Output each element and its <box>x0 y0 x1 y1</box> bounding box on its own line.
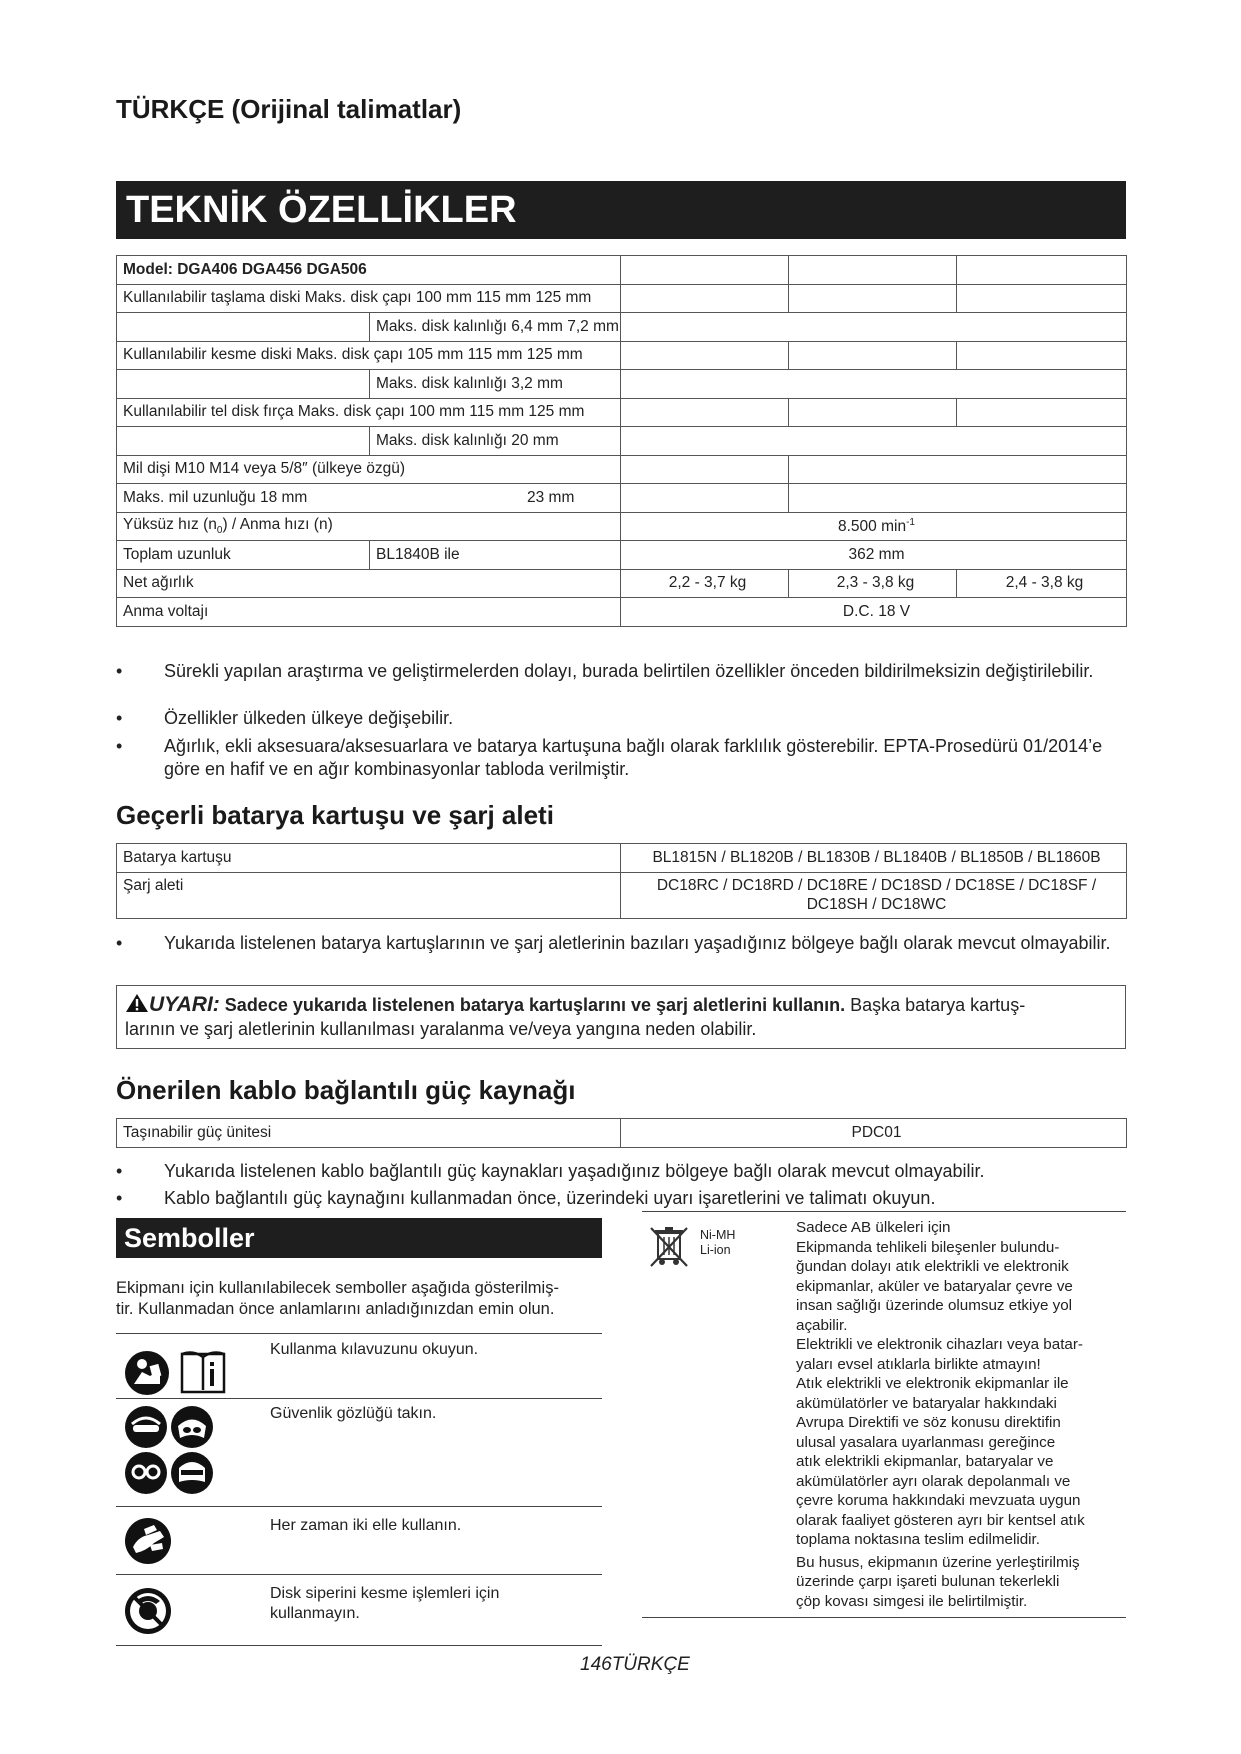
net-weight-label: Net ağırlık <box>117 569 621 598</box>
table-row <box>117 341 1127 370</box>
net-weight-dga456: 2,3 - 3,8 kg <box>789 569 957 598</box>
power-source-section-title: Önerilen kablo bağlantılı güç kaynağı <box>116 1075 576 1105</box>
no-cutting-guard-icon <box>124 1587 172 1635</box>
rated-voltage-value: D.C. 18 V <box>621 598 1127 627</box>
table-row <box>117 872 1127 918</box>
grinding-disc-diameter: Kullanılabilir taşlama diski Maks. disk çapı 100 mm 115 mm 125 mm <box>117 284 621 313</box>
specs-title: TEKNİK ÖZELLİKLER <box>116 181 1126 239</box>
charger-label: Şarj aleti <box>117 872 621 918</box>
overall-length-battery: BL1840B ile <box>370 541 621 570</box>
divider <box>642 1617 1126 1618</box>
table-row <box>117 484 1127 513</box>
language-title: TÜRKÇE (Orijinal talimatlar) <box>116 94 462 124</box>
no-load-speed-value: 8.500 $\min^{-1}$ <box>621 512 1127 541</box>
specs-table <box>116 255 1127 627</box>
spindle-length-value: 23 mm <box>527 489 575 506</box>
table-row <box>117 598 1127 627</box>
battery-cartridge-value: BL1815N / BL1820B / BL1830B / BL1840B / BL1850B / BL1860B <box>621 844 1127 873</box>
table-row <box>117 844 1127 873</box>
battery-section-title: Geçerli batarya kartuşu ve şarj aleti <box>116 800 554 830</box>
table-row <box>117 1119 1127 1148</box>
net-weight-dga506: 2,4 - 3,8 kg <box>957 569 1127 598</box>
spindle-length <box>117 484 621 513</box>
table-row <box>117 512 1127 541</box>
divider <box>116 1333 602 1334</box>
cutoff-disc-diameter: Kullanılabilir kesme diski Maks. disk çapı 105 mm 115 mm 125 mm <box>117 341 621 370</box>
battery-table <box>116 843 1127 919</box>
no-load-speed-label: Yüksüz hız $(n_0)$ / Anma hızı (n) <box>117 512 621 541</box>
divider <box>116 1506 602 1507</box>
spindle-thread: Mil dişi M10 M14 veya 5/8″ (ülkeye özgü) <box>117 455 621 484</box>
warning-bold-text: Sadece yukarıda listelenen batarya kartuşlarını ve şarj aletlerini kullanın. <box>224 995 846 1015</box>
table-row <box>117 569 1127 598</box>
weee-text: Sadece AB ülkeleri için Ekipmanda tehlikeli bileşenler bulundu- ğundan dolayı atık elektrikli ve elektronik ekipmanlar, aküler ve bataryalar çevre ve insan sağlığı üzerinde olumsuz etkiye yol açabilir. Elektrikli ve elektronik cihazları veya batar- yaları evsel atıklarla birlikte atmayın! Atık elektrikli ve elektronik ekipmanlar ile akümülatörler ve bataryalar hakkındaki Avrupa Direktifi ve söz konusu direktifin ulusal yasalara uyarlanması gereğince atık elektrikli ekipmanlar, bataryalar ve akümülatörler ayrı olarak depolanmalı ve çevre koruma hakkındaki mevzuata uygun olarak faaliyet gösteren ayrı bir kentsel atık toplama noktasına teslim edilmelidir. Bu husus, ekipmanın üzerine yerleştirilmiş üzerinde çarpı işareti bulunan tekerlekli çöp kovası simgesi ile belirtilmiştir. <box>796 1219 1085 1610</box>
charger-value: DC18RC / DC18RD / DC18RE / DC18SD / DC18SE / DC18SF / DC18SH / DC18WC <box>621 872 1127 918</box>
divider <box>116 1645 602 1646</box>
power-source-table <box>116 1118 1127 1148</box>
rated-voltage-label: Anma voltajı <box>117 598 621 627</box>
table-row <box>117 370 1127 399</box>
wire-brush-thickness: Maks. disk kalınlığı 20 mm <box>370 427 621 456</box>
battery-type-badge: Ni-MH Li-ion <box>700 1228 736 1257</box>
table-row <box>117 256 1127 285</box>
two-hands-icon <box>124 1517 172 1565</box>
warning-triangle-icon <box>125 993 149 1013</box>
table-row <box>117 284 1127 313</box>
spindle-length-label: Maks. mil uzunluğu 18 mm <box>123 488 308 506</box>
table-row <box>117 398 1127 427</box>
warning-label: UYARI: <box>149 993 220 1016</box>
divider <box>116 1398 602 1399</box>
overall-length-label: Toplam uzunluk <box>117 541 370 570</box>
wire-brush-diameter: Kullanılabilir tel disk fırça Maks. disk çapı 100 mm 115 mm 125 mm <box>117 398 621 427</box>
portable-power-unit-value: PDC01 <box>621 1119 1127 1148</box>
symbols-intro: Ekipmanı için kullanılabilecek semboller aşağıda gösterilmiş- tir. Kullanmadan önce anlamlarını anladığınızdan emin olun. <box>116 1279 559 1318</box>
warning-text: Başka batarya kartuş- <box>850 995 1026 1015</box>
battery-cartridge-label: Batarya kartuşu <box>117 844 621 873</box>
page-number: 146TÜRKÇE <box>580 1654 690 1675</box>
warning-text-2: larının ve şarj aletlerinin kullanılması yaralanma ve/veya yangına neden olabilir. <box>125 1019 757 1039</box>
model-label: Model: DGA406 DGA456 DGA506 <box>117 256 621 285</box>
no-cutting-guard-text: Disk siperini kesme işlemleri için kullanmayın. <box>270 1585 500 1622</box>
net-weight-dga406: 2,2 - 3,7 kg <box>621 569 789 598</box>
warning-box <box>116 985 1126 1049</box>
table-row <box>117 313 1127 342</box>
crossed-bin-icon <box>648 1225 690 1269</box>
symbols-title: Semboller <box>116 1218 602 1258</box>
cutoff-disc-thickness: Maks. disk kalınlığı 3,2 mm <box>370 370 621 399</box>
grinding-disc-thickness: Maks. disk kalınlığı 6,4 mm 7,2 mm <box>370 313 621 342</box>
safety-glasses-text: Güvenlik gözlüğü takın. <box>270 1405 437 1422</box>
table-row <box>117 541 1127 570</box>
table-row <box>117 427 1127 456</box>
portable-power-unit-label: Taşınabilir güç ünitesi <box>117 1119 621 1148</box>
read-manual-text: Kullanma kılavuzunu okuyun. <box>270 1341 479 1358</box>
two-hands-text: Her zaman iki elle kullanın. <box>270 1517 462 1534</box>
divider <box>116 1574 602 1575</box>
divider <box>642 1211 1126 1212</box>
read-manual-icon <box>124 1350 229 1396</box>
safety-glasses-icon <box>124 1404 216 1496</box>
overall-length-value: 362 mm <box>621 541 1127 570</box>
table-row <box>117 455 1127 484</box>
